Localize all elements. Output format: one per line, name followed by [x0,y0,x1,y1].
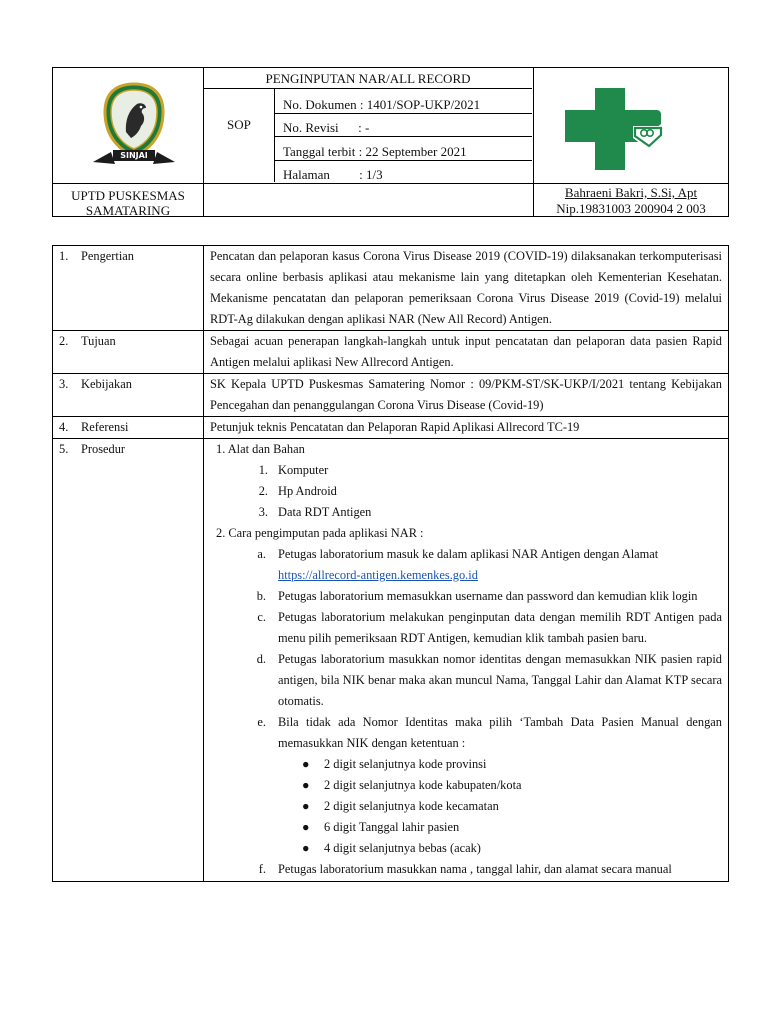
sop-content-table [52,245,729,882]
issue-date: Tanggal terbit : 22 September 2021 [283,144,467,159]
list-item: c. Petugas laboratorium melakukan penginputan data dengan memilih RDT Antigen pada menu pilih pemeriksaan RDT Antigen, kemudian klik tambah pasien baru. [257,610,722,645]
list-item: b. Petugas laboratorium memasukkan username dan password dan kemudian klik login [256,589,698,603]
text-kebijakan: SK Kepala UPTD Puskesmas Samatering Nomor : 09/PKM-ST/SK-UKP/I/2021 tentang Kebijakan Pencegahan dan penanggulangan Corona Virus Disease (Covid-19) [204,374,729,417]
text-pengertian: Pencatan dan pelaporan kasus Corona Virus Disease 2019 (COVID-19) dilaksanakan terkomputerisasi secara online berbasis aplikasi atau mekanisme lain yang ditetapkan oleh Kementerian Kesehatan. Mekanisme pencatatan dan pelaporan pemeriksaan Corona Virus Disease 2019 (Covid-19) melalui RDT-Ag dilakukan dengan aplikasi NAR (New All Record) Antigen. [204,246,729,331]
prosedur-content [204,439,729,882]
row-tujuan: 2. Tujuan Sebagai acuan penerapan langkah-langkah untuk input pencatatan dan pelaporan data pasien Rapid Antigen melalui aplikasi New Allrecord Antigen. [53,331,729,374]
sop-header [52,67,729,217]
list-item: 3. Data RDT Antigen [258,505,372,519]
org-name: UPTD PUSKESMAS SAMATARING [71,188,185,218]
document-number: No. Dokumen : 1401/SOP-UKP/2021 [283,97,481,112]
text-referensi: Petunjuk teknis Pencatatan dan Pelaporan Rapid Aplikasi Allrecord TC-19 [204,417,729,439]
bullet-icon: ● [302,799,310,813]
list-item: ● 2 digit selanjutnya kode kecamatan [210,796,722,817]
label-kebijakan: Kebijakan [81,377,132,391]
row-prosedur: 5. Prosedur 1. Alat dan Bahan 1. Komputer 2. Hp Android 3. Data RDT Antigen 2. Cara pengimputan pada aplikasi NAR : a. Petugas laboratorium masuk ke dalam aplikasi NAR Antigen dengan Alamat https://allrecord-antigen.kemenkes.go.id b. Petugas laboratorium memasukkan username dan password dan kemudian klik login c. Petugas laboratorium melakukan penginputan data dengan memilih RDT Antigen pada menu pilih pemeriksaan RDT Antigen, kemudian klik tambah pasien baru. d. Petugas laboratorium masukkan nomor identitas dengan memasukkan NIK pasien rapid antigen, bila NIK benar maka akan muncul Nama, Tanggal Lahir dan Alamat KTP secara otomatis. e. Bila tidak ada Nomor Identitas maka pilih ‘Tambah Data Pasien Manual dengan memasukkan NIK dengan ketentuan : ● 2 digit selanjutnya kode provinsi ● 2 digit selanjutnya kode kabupaten/kota ● 2 digit selanjutnya kode kecamatan ● 6 digit Tanggal lahir pasien ● 4 digit selanjutnya bebas (acak) f. Petugas laboratorium masukkan nama , tanggal lahir, dan alamat secara manual [53,439,729,882]
list-item: ● 2 digit selanjutnya kode kabupaten/kota [210,775,722,796]
sop-label: SOP [227,117,251,132]
list-item: 1. Komputer [258,463,329,477]
regency-emblem-logo [91,80,177,170]
nar-antigen-link[interactable]: https://allrecord-antigen.kemenkes.go.id [278,568,478,582]
label-tujuan: Tujuan [81,334,116,348]
emblem-text: SINJAI [120,151,148,160]
list-item: d. Petugas laboratorium masukkan nomor identitas dengan memasukkan NIK pasien rapid antigen, bila NIK benar maka akan muncul Nama, Tanggal Lahir dan Alamat KTP secara otomatis. [256,652,722,708]
signer-nip: Nip.19831003 200904 2 003 [556,201,706,216]
list-item: f. Petugas laboratorium masukkan nama , tanggal lahir, dan alamat secara manual [258,862,672,876]
row-kebijakan: 3. Kebijakan SK Kepala UPTD Puskesmas Samatering Nomor : 09/PKM-ST/SK-UKP/I/2021 tentang Kebijakan Pencegahan dan penanggulangan Corona Virus Disease (Covid-19) [53,374,729,417]
label-referensi: Referensi [81,420,129,434]
document-title: PENGINPUTAN NAR/ALL RECORD [265,71,471,86]
list-item: 2. Hp Android [258,484,337,498]
label-pengertian: Pengertian [81,249,134,263]
list-item: ● 6 digit Tanggal lahir pasien [210,817,722,838]
bullet-icon: ● [302,757,310,771]
health-cross-logo [559,84,667,174]
revision-number: No. Revisi : - [283,120,370,135]
bullet-icon: ● [302,820,310,834]
list-item: e. Bila tidak ada Nomor Identitas maka pilih ‘Tambah Data Pasien Manual dengan memasukkan NIK dengan ketentuan : [257,715,722,750]
bullet-icon: ● [302,778,310,792]
list-item: ● 4 digit selanjutnya bebas (acak) [210,838,722,859]
row-referensi: 4. Referensi Petunjuk teknis Pencatatan dan Pelaporan Rapid Aplikasi Allrecord TC-19 [53,417,729,439]
row-pengertian: 1. Pengertian Pencatan dan pelaporan kasus Corona Virus Disease 2019 (COVID-19) dilaksanakan terkomputerisasi secara online berbasis aplikasi atau mekanisme lain yang ditetapkan oleh Kementerian Kesehatan. Mekanisme pencatatan dan pelaporan pemeriksaan Corona Virus Disease 2019 (Covid-19) melalui RDT-Ag dilakukan dengan aplikasi NAR (New All Record) Antigen. [53,246,729,331]
step-alat-bahan: 1. Alat dan Bahan [216,442,305,456]
label-prosedur: Prosedur [81,442,126,456]
step-cara-input: 2. Cara pengimputan pada aplikasi NAR : [216,526,424,540]
page-number: Halaman : 1/3 [283,167,383,182]
text-tujuan: Sebagai acuan penerapan langkah-langkah untuk input pencatatan dan pelaporan data pasien Rapid Antigen melalui aplikasi New Allrecord Antigen. [204,331,729,374]
bullet-icon: ● [302,841,310,855]
list-item: ● 2 digit selanjutnya kode provinsi [210,754,722,775]
signer-name: Bahraeni Bakri, S.Si, Apt [564,185,698,200]
list-item: a. Petugas laboratorium masuk ke dalam aplikasi NAR Antigen dengan Alamat https://allrecord-antigen.kemenkes.go.id [257,547,659,582]
